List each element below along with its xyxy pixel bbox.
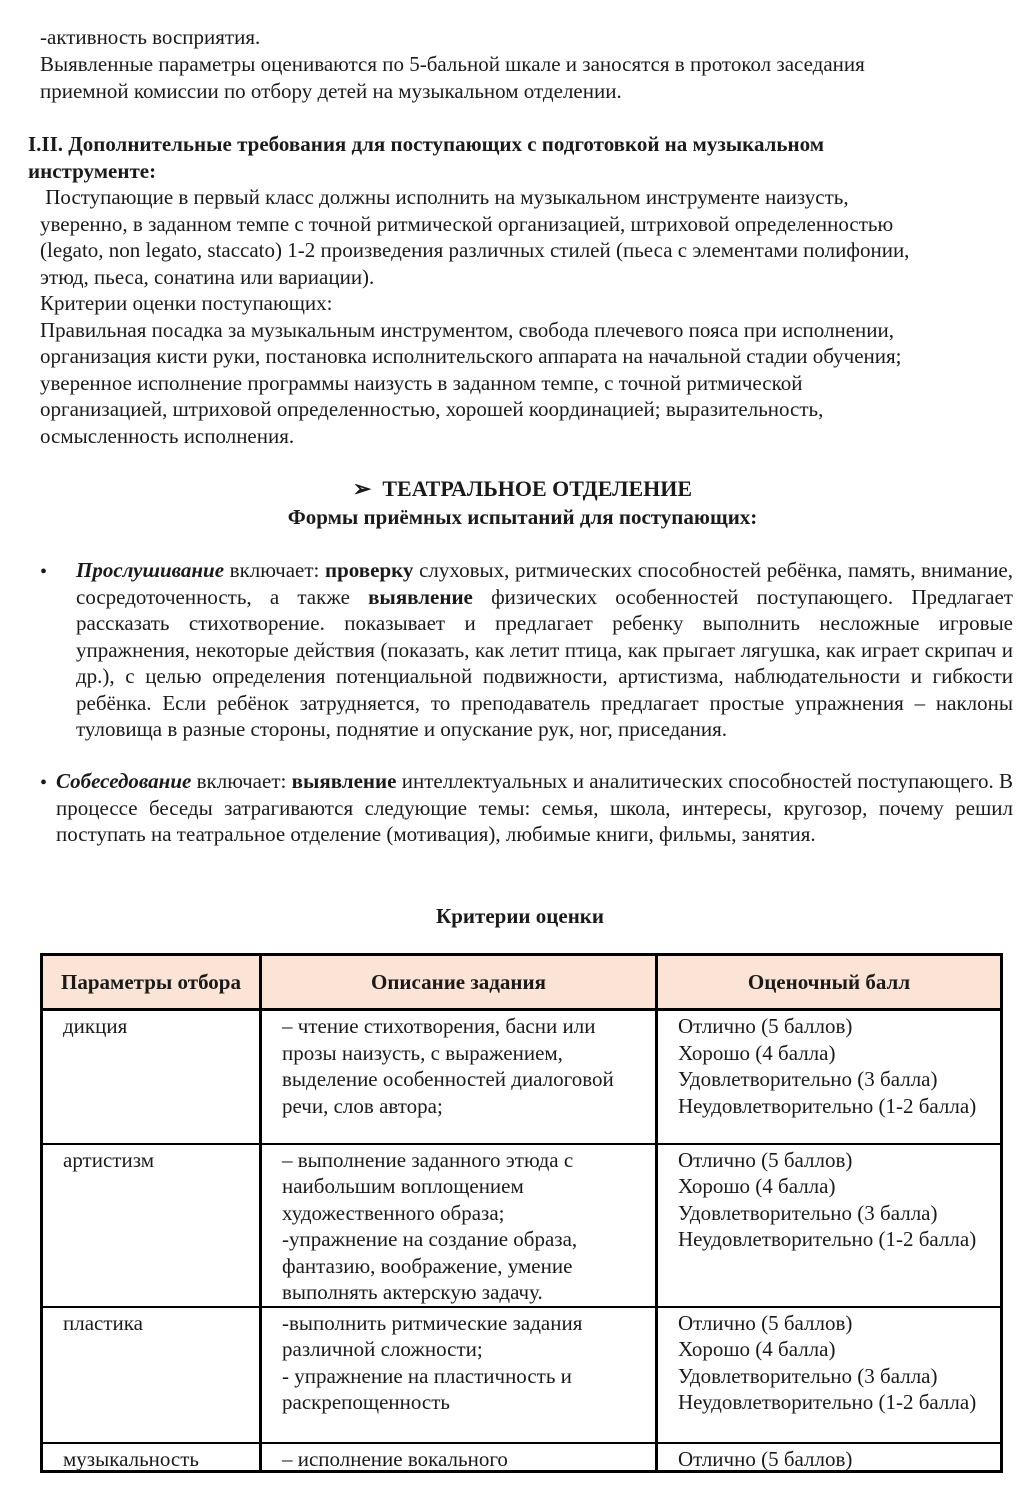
bullet-term: Прослушивание [76,558,225,582]
text-line: уверенное исполнение программы наизусть в заданном темпе, с точной ритмической [40,371,803,395]
grade-line: Отлично (5 баллов) [678,1310,853,1335]
table-row [42,1307,1002,1443]
text-line: этюд, пьеса, сонатина или вариации). [40,265,375,289]
description-cell: – чтение стихотворения, басни или прозы наизусть, с выражением, выделение особенностей диалоговой речи, слов автора; [261,1010,657,1144]
grade-line: Хорошо (4 балла) [678,1040,836,1065]
theatre-title-text: ТЕАТРАЛЬНОЕ ОТДЕЛЕНИЕ [382,476,693,501]
text-line: Правильная посадка за музыкальным инструментом, свобода плечевого пояса при исполнении, [40,318,895,342]
text-line: приемной комиссии по отбору детей на музыкальном отделении. [40,79,622,103]
bullet-icon: • [40,561,48,583]
text-line: организация кисти руки, постановка исполнительского аппарата на начальной стадии обучения; [40,344,902,368]
param-cell: дикция [42,1010,261,1144]
section-heading: I.II. Дополнительные требования для поступающих с подготовкой на музыкальном [28,132,825,156]
table-body [42,1010,1002,1474]
table-header-cell: Параметры отбора [42,955,261,1010]
text-line: осмысленность исполнения. [40,424,295,448]
text-line: Выявленные параметры оцениваются по 5-бальной шкале и заносятся в протокол заседания [40,52,865,76]
text-line: (legato, non legato, staccato) 1-2 произведения различных стилей (пьеса с элементами полифонии, [40,238,910,262]
bullet-term: Собеседование [56,769,192,793]
param-cell: музыкальность [42,1443,261,1474]
text-line: организацией, штриховой определенностью, хорошей координацией; выразительность, [40,397,824,421]
bullet-text: слуховых, ритмических способностей ребёнка, память, внимание, сосредоточенность, а также [76,558,1013,609]
grade-cell [657,1010,1002,1144]
description-cell: -выполнить ритмические задания различной сложности; - упражнение на пластичность и раскрепощенность [261,1307,657,1443]
bullet-keyword: выявление [368,584,473,609]
table-header-cell: Описание задания [261,955,657,1010]
bullet-keyword: выявление [291,769,397,793]
bullet-text: включает: [224,558,326,582]
arrow-icon: ➢ [352,476,372,501]
table-bottom-border [40,1470,1000,1473]
text-line: Поступающие в первый класс должны исполнить на музыкальном инструменте наизусть, [40,185,849,209]
text-line: Критерии оценки поступающих: [40,291,333,315]
table-header-row [42,955,1002,1010]
grade-cell [657,1144,1002,1307]
grade-cell [657,1443,1002,1474]
criteria-title: Критерии оценки [436,904,604,928]
grade-line: Отлично (5 баллов) [678,1446,853,1471]
grade-cell [657,1307,1002,1443]
description-cell: – исполнение вокального [261,1443,657,1474]
bullet-text: физических особенностей поступающего. Предлагает рассказать стихотворение. показывает и предлагает ребенку выполнить несложные игровые упражнения, некоторые действия (показать, как летит птица, как прыгает лягушка, как играет скрипач и др.), с целью определения потенциальной подвижности, артистизма, наблюдательности и гибкости ребёнка. Если ребёнок затрудняется, то преподаватель предлагает простые упражнения – наклоны туловища в разные стороны, поднятие и опускание рук, ног, приседания. [76,584,1013,741]
table-row [42,1010,1002,1144]
text-line: уверенно, в заданном темпе с точной ритмической организацией, штриховой определенностью [40,212,894,236]
bullet-text: включает: [191,769,292,793]
grade-line: Удовлетворительно (3 балла) [678,1363,938,1388]
table-row [42,1144,1002,1307]
grade-line: Хорошо (4 балла) [678,1174,836,1198]
grade-line: Удовлетворительно (3 балла) [678,1200,938,1225]
section-heading: инструменте: [28,159,157,183]
bullet-text: интеллектуальных и аналитических способностей поступающего. В процессе беседы затрагиваются следующие темы: семья, школа, интересы, кругозор, почему решил поступать на театральное отделение (мотивация), любимые книги, фильмы, занятия. [56,769,1013,846]
grade-line: Неудовлетворительно (1-2 балла) [678,1390,977,1414]
table-header-cell: Оценочный балл [657,955,1002,1010]
grade-line: Хорошо (4 балла) [678,1337,836,1361]
bullet-icon: • [40,772,48,794]
theatre-subtitle: Формы приёмных испытаний для поступающих: [287,505,758,529]
criteria-table [40,953,1003,1473]
param-cell: пластика [42,1307,261,1443]
param-cell: артистизм [42,1144,261,1307]
text-line: -активность восприятия. [40,25,261,49]
grade-line: Неудовлетворительно (1-2 балла) [678,1093,977,1118]
bullet-keyword: проверку [325,558,414,582]
grade-line: Неудовлетворительно (1-2 балла) [678,1227,977,1251]
grade-line: Отлично (5 баллов) [678,1014,853,1038]
table-row [42,1443,1002,1474]
description-cell: – выполнение заданного этюда с наибольшим воплощением художественного образа; -упражнение на создание образа, фантазию, воображение, умение выполнять актерскую задачу. [261,1144,657,1307]
grade-line: Удовлетворительно (3 балла) [678,1067,938,1091]
grade-line: Отлично (5 баллов) [678,1147,853,1172]
